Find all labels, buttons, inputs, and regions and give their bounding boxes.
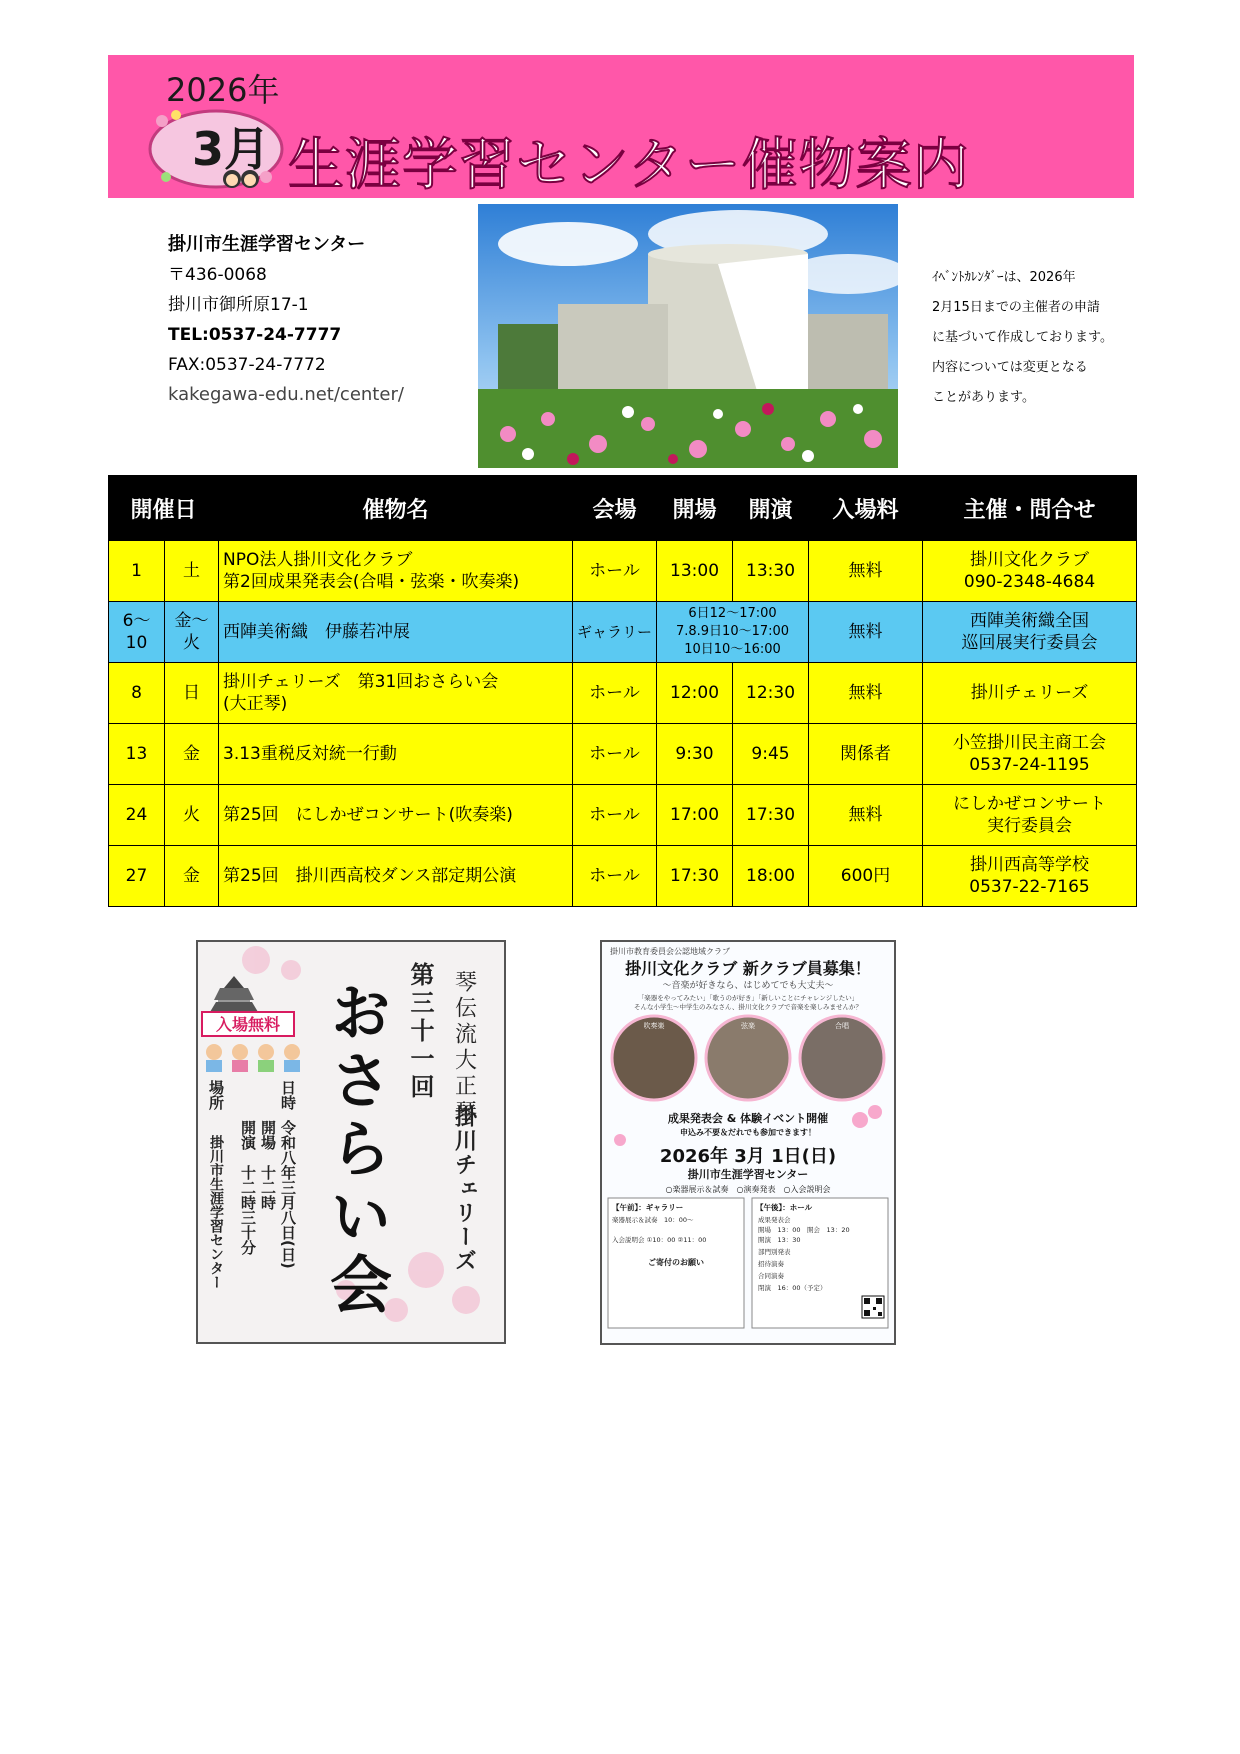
- center-tel: TEL:0537-24-7777: [168, 325, 342, 345]
- dow-line: 金〜: [174, 611, 209, 631]
- poster1-start: 開演 十二時三十分: [239, 1120, 257, 1255]
- poster1-title: おさらい会: [319, 980, 393, 1320]
- month-label: 3月: [192, 122, 271, 176]
- time-line: 10日10〜16:00: [684, 642, 781, 657]
- events-table: [108, 475, 1137, 907]
- cell-organizer: [923, 785, 1137, 846]
- time-line: 7.8.9日10〜17:00: [675, 624, 790, 639]
- poster2-pm-line: 閉演 16：00（予定）: [758, 1284, 827, 1292]
- cell-event: [219, 663, 573, 724]
- cell-times: [657, 602, 809, 663]
- cell-organizer: [923, 602, 1137, 663]
- cell-day: 27: [109, 846, 165, 907]
- cell-fee: 無料: [809, 663, 923, 724]
- cell-organizer: [923, 846, 1137, 907]
- cell-day: [109, 602, 165, 663]
- cell-organizer: 掛川チェリーズ: [923, 663, 1137, 724]
- cell-day: 24: [109, 785, 165, 846]
- photo-label: 吹奏楽: [643, 1022, 665, 1030]
- cell-fee: 関係者: [809, 724, 923, 785]
- cell-dow: 土: [165, 541, 219, 602]
- poster1-place-label: 場所: [207, 1080, 225, 1110]
- header-banner: [108, 55, 1134, 198]
- poster2-event-sub: 申込み不要＆だれでも参加できます！: [680, 1128, 816, 1137]
- cell-fee: 無料: [809, 602, 923, 663]
- center-postal: 〒436-0068: [168, 265, 267, 285]
- poster2-date: 2026年 3月 1日(日): [659, 1146, 837, 1167]
- cell-venue: ホール: [573, 846, 657, 907]
- table-row: [109, 541, 1137, 602]
- center-info: [168, 230, 458, 410]
- poster2-venue: 掛川市生涯学習センター: [687, 1168, 809, 1181]
- note-line: ことがあります。: [932, 390, 1035, 405]
- cell-event: 西陣美術織 伊藤若冲展: [219, 602, 573, 663]
- header-event: 催物名: [219, 476, 573, 541]
- cell-organizer: [923, 541, 1137, 602]
- table-row: [109, 785, 1137, 846]
- photo-label: 合唱: [835, 1022, 849, 1030]
- poster2-event: 成果発表会 & 体験イベント開催: [667, 1112, 829, 1125]
- osaraikai-poster: [196, 940, 506, 1344]
- note-line: 内容については変更となる: [932, 360, 1088, 375]
- header-date: 開催日: [109, 476, 219, 541]
- cell-venue: ホール: [573, 541, 657, 602]
- organizer-line: 実行委員会: [987, 816, 1073, 836]
- table-row: [109, 846, 1137, 907]
- organizer-line: 巡回展実行委員会: [961, 633, 1098, 653]
- poster2-am-head: 【午前】：ギャラリー: [612, 1203, 684, 1212]
- organizer-line: 掛川西高等学校: [970, 855, 1090, 875]
- table-header-row: [109, 476, 1137, 541]
- header-organizer: 主催・問合せ: [923, 476, 1137, 541]
- table-row: [109, 663, 1137, 724]
- poster1-open: 開場 十二時: [259, 1120, 277, 1210]
- center-fax: FAX:0537-24-7772: [168, 355, 326, 375]
- poster2-pm-line: 開場 13：00 開会 13：20: [758, 1226, 850, 1234]
- poster1-place: 掛川市生涯学習センター: [208, 1135, 224, 1289]
- cell-fee: 無料: [809, 785, 923, 846]
- month-badge: [146, 107, 286, 191]
- page-title: 生涯学習センター催物案内: [288, 133, 970, 198]
- day-line: 6〜: [122, 611, 151, 631]
- cell-start: 9:45: [733, 724, 809, 785]
- cell-start: 13:30: [733, 541, 809, 602]
- calendar-note: [932, 263, 1132, 413]
- poster2-am-line: 入会説明会 ①10：00 ②11：00: [612, 1236, 707, 1244]
- cell-day: 1: [109, 541, 165, 602]
- cell-open: 12:00: [657, 663, 733, 724]
- table-row: [109, 724, 1137, 785]
- cell-start: 17:30: [733, 785, 809, 846]
- poster2-pm-line: 成果発表会: [758, 1216, 791, 1224]
- poster2-am-line: 楽器展示＆試奏 10：00〜: [612, 1216, 694, 1224]
- note-line: ｲﾍﾞﾝﾄｶﾚﾝﾀﾞｰは、2026年: [932, 270, 1076, 285]
- event-line: (大正琴): [223, 694, 288, 714]
- organizer-line: 西陣美術織全国: [970, 611, 1090, 631]
- poster1-count: 第三十一回: [406, 962, 434, 1102]
- header-open: 開場: [657, 476, 733, 541]
- cell-dow: 火: [165, 785, 219, 846]
- poster2-pm-line: 開演 13：30: [758, 1236, 801, 1244]
- bunka-club-poster: [600, 940, 896, 1345]
- table-row: [109, 602, 1137, 663]
- cell-start: 12:30: [733, 663, 809, 724]
- note-line: 2月15日までの主催者の申請: [932, 300, 1100, 315]
- day-line: 10: [125, 633, 148, 653]
- center-url[interactable]: kakegawa-edu.net/center/: [168, 384, 404, 405]
- poster1-school: 琴伝流大正琴: [451, 970, 477, 1126]
- cell-day: 13: [109, 724, 165, 785]
- header-year: 2026年: [166, 71, 280, 109]
- poster2-donation: ご寄付のお願い: [648, 1258, 704, 1267]
- organizer-line: にしかぜコンサート: [953, 794, 1107, 814]
- center-building-photo: [478, 204, 898, 468]
- time-line: 6日12〜17:00: [688, 606, 777, 621]
- dow-line: 火: [183, 633, 200, 653]
- cell-open: 9:30: [657, 724, 733, 785]
- poster2-pm-line: 部門別発表: [758, 1248, 791, 1256]
- poster1-date: 令和八年三月八日(日): [279, 1120, 297, 1269]
- header-venue: 会場: [573, 476, 657, 541]
- organizer-line: 小笠掛川民主商工会: [953, 733, 1107, 753]
- header-fee: 入場料: [809, 476, 923, 541]
- cell-open: 13:00: [657, 541, 733, 602]
- cell-start: 18:00: [733, 846, 809, 907]
- cell-venue: ギャラリー: [573, 602, 657, 663]
- cell-day: 8: [109, 663, 165, 724]
- poster1-free-label: 入場無料: [215, 1015, 281, 1034]
- poster2-title: 掛川文化クラブ 新クラブ員募集！: [625, 959, 871, 978]
- event-line: NPO法人掛川文化クラブ: [223, 550, 413, 570]
- poster1-group: 掛川チェリーズ: [451, 1105, 477, 1273]
- cell-dow: 日: [165, 663, 219, 724]
- poster2-items: ○楽器展示＆試奏 ○演奏発表 ○入会説明会: [665, 1185, 831, 1194]
- cell-event: 第25回 掛川西高校ダンス部定期公演: [219, 846, 573, 907]
- cell-venue: ホール: [573, 663, 657, 724]
- cell-event: 第25回 にしかぜコンサート(吹奏楽): [219, 785, 573, 846]
- poster2-subtitle: 〜音楽が好きなら、はじめてでも大丈夫〜: [662, 981, 834, 991]
- cell-event: 3.13重税反対統一行動: [219, 724, 573, 785]
- event-line: 第2回成果発表会(合唱・弦楽・吹奏楽): [223, 572, 520, 592]
- cell-fee: 600円: [809, 846, 923, 907]
- note-line: に基づいて作成しております。: [932, 330, 1113, 345]
- cell-venue: ホール: [573, 724, 657, 785]
- organizer-line: 0537-22-7165: [969, 877, 1090, 897]
- cell-organizer: [923, 724, 1137, 785]
- poster2-top: 掛川市教育委員会公認地域クラブ: [610, 947, 730, 956]
- qr-code-icon: [862, 1296, 884, 1318]
- poster2-pm-line: 招待演奏: [758, 1260, 784, 1268]
- center-address: 掛川市御所原17-1: [168, 295, 309, 315]
- poster2-pm-line: 合同演奏: [758, 1272, 784, 1280]
- header-start: 開演: [733, 476, 809, 541]
- cell-dow: [165, 602, 219, 663]
- center-name: 掛川市生涯学習センター: [168, 234, 366, 255]
- cell-dow: 金: [165, 846, 219, 907]
- organizer-line: 090-2348-4684: [963, 572, 1096, 592]
- cell-open: 17:30: [657, 846, 733, 907]
- poster2-pm-head: 【午後】：ホール: [756, 1203, 813, 1212]
- poster1-date-label: 日時: [279, 1080, 297, 1110]
- cell-event: [219, 541, 573, 602]
- organizer-line: 0537-24-1195: [969, 755, 1090, 775]
- cell-venue: ホール: [573, 785, 657, 846]
- photo-label: 弦楽: [741, 1022, 755, 1030]
- poster2-lead2: そんな小学生〜中学生のみなさん、掛川文化クラブで音楽を楽しみませんか？: [633, 1003, 863, 1011]
- organizer-line: 掛川文化クラブ: [970, 550, 1090, 570]
- cell-dow: 金: [165, 724, 219, 785]
- poster2-lead1: 「楽器をやってみたい」「歌うのが好き」「新しいことにチャレンジしたい」: [637, 994, 859, 1002]
- cell-open: 17:00: [657, 785, 733, 846]
- cell-fee: 無料: [809, 541, 923, 602]
- event-line: 掛川チェリーズ 第31回おさらい会: [223, 672, 499, 692]
